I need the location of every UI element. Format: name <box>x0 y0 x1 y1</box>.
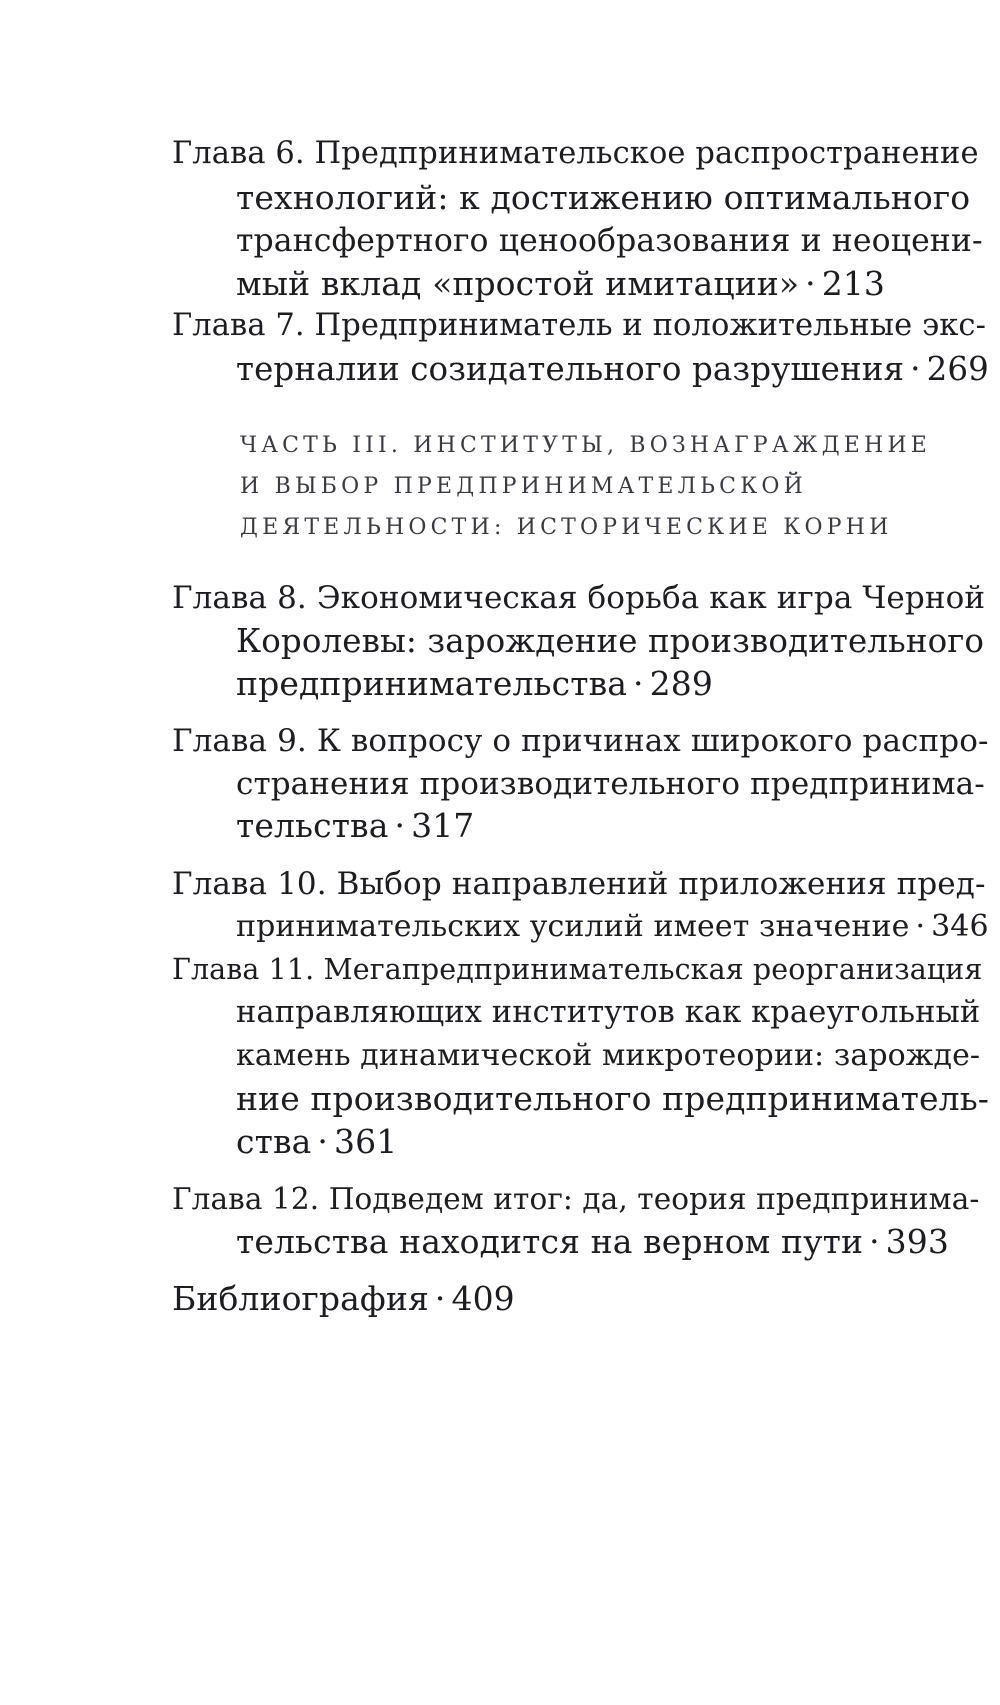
toc-entry-last-line <box>236 1222 949 1262</box>
toc-entry-line: Глава 6. Предпринимательское распространение <box>172 136 979 171</box>
separator-dot: · <box>633 664 644 703</box>
separator-dot: · <box>910 350 921 388</box>
toc-entry-line: Глава 7. Предприниматель и положительные экс- <box>172 308 987 343</box>
toc-entry-last-line <box>236 264 885 304</box>
toc-entry-last-line <box>236 349 989 389</box>
page-number: 393 <box>885 1222 949 1261</box>
page-number: 346 <box>931 909 989 944</box>
toc-entry-text: тельства находится на верном пути <box>236 1222 864 1261</box>
separator-dot: · <box>915 909 926 944</box>
separator-dot: · <box>869 1222 880 1261</box>
toc-entry-line: технологий: к достижению оптимального <box>236 178 971 217</box>
separator-dot: · <box>805 264 816 303</box>
toc-entry-last-line <box>236 806 474 846</box>
toc-entry-line: трансфертного ценообразования и неоцени- <box>236 223 983 259</box>
page-number: 409 <box>451 1279 515 1318</box>
toc-entry-line: Глава 10. Выбор направлений приложения пред- <box>172 866 986 902</box>
page-number: 213 <box>821 264 886 303</box>
part-heading-line: ЧАСТЬ III. ИНСТИТУТЫ, ВОЗНАГРАЖДЕНИЕ <box>240 433 932 458</box>
toc-entry-line: Глава 8. Экономическая борьба как игра Черной <box>172 580 986 616</box>
part-heading-line: ДЕЯТЕЛЬНОСТИ: ИСТОРИЧЕСКИЕ КОРНИ <box>240 515 893 540</box>
toc-entry-text: предпринимательства <box>236 664 628 703</box>
separator-dot: · <box>394 806 406 845</box>
page-number: 269 <box>926 350 989 388</box>
toc-entry-text: ства <box>236 1122 312 1161</box>
toc-entry-text: тельства <box>236 806 389 845</box>
toc-entry-text: Библиография <box>172 1279 429 1318</box>
separator-dot: · <box>434 1279 446 1318</box>
toc-entry-last-line <box>236 664 713 704</box>
page-number: 289 <box>649 664 713 703</box>
toc-entry-line: Глава 12. Подведем итог: да, теория предпринима- <box>172 1182 980 1216</box>
toc-entry-line: странения производительного предпринима- <box>236 766 985 802</box>
toc-entry-line: камень динамической микротеории: зарожде- <box>236 1038 981 1073</box>
toc-entry-last-line <box>172 1279 515 1319</box>
toc-entry-last-line <box>236 907 989 947</box>
page-number: 361 <box>334 1122 398 1161</box>
part-heading-line: И ВЫБОР ПРЕДПРИНИМАТЕЛЬСКОЙ <box>240 474 808 499</box>
page-number: 317 <box>411 806 475 845</box>
toc-entry-text: мый вклад «простой имитации» <box>236 264 800 303</box>
toc-entry-line: Глава 9. К вопросу о причинах широкого распро- <box>172 723 989 759</box>
toc-entry-line: направляющих институтов как краеугольный <box>236 995 981 1030</box>
toc-entry-line: Глава 11. Мегапредпринимательская реорганизация <box>172 953 983 986</box>
toc-entry-text: принимательских усилий имеет значение <box>236 909 910 944</box>
toc-entry-text: терналии созидательного разрушения <box>236 350 905 388</box>
toc-entry-line: Королевы: зарождение производительного <box>236 622 985 660</box>
toc-entry-line: ние производительного предприниматель- <box>236 1079 990 1118</box>
separator-dot: · <box>317 1122 328 1161</box>
toc-entry-last-line <box>236 1122 397 1162</box>
